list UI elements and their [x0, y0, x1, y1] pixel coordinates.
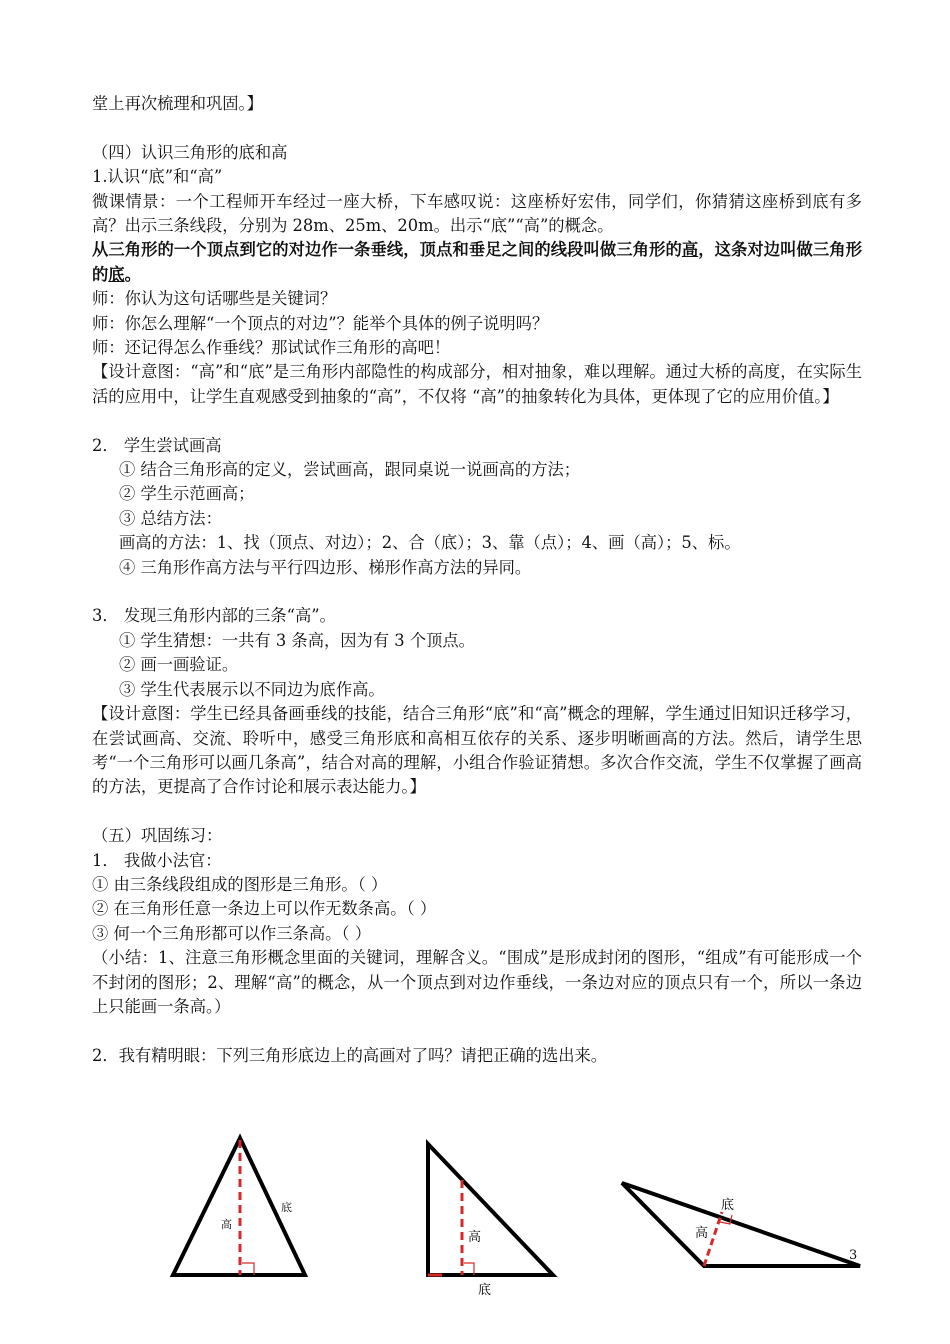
definition-part-a: 从三角形的一个顶点到它的对边作一条垂线，顶点和垂足之间的线段叫做三角形的 [92, 240, 682, 260]
triangle-3-drawing [615, 1130, 875, 1280]
item3-step-2: ② 画一画验证。 [119, 655, 239, 675]
triangle-3-outline [622, 1183, 860, 1266]
triangle-3-height-label: 高 [695, 1226, 709, 1241]
triangle-2-base-label: 底 [478, 1283, 492, 1298]
triangle-1-drawing [170, 1130, 310, 1280]
definition-keyword-base: 底 [108, 264, 125, 284]
teacher-question-3: 师：还记得怎么作垂线？那试试作三角形的高吧！ [92, 338, 451, 358]
design-intent-2: 【设计意图：学生已经具备画垂线的技能，结合三角形“底”和“高”概念的理解，学生通过旧知识迁移学习，在尝试画高、交流、聆听中，感受三角形底和高相互依存的关系、逐步明晰画高的方法。然后，请学生思考“一个三角形可以画几条高”，结合对高的理解，小组合作验证猜想。多次合作交流，学生不仅掌握了画高的方法，更提高了合作讨论和展示表达能力。】 [92, 704, 862, 797]
summary-paragraph: （小结：1、注意三角形概念里面的关键词，理解含义。“围成”是形成封闭的图形，“组成”有可能形成一个不封闭的图形；2、理解“高”的概念，从一个顶点到对边作垂线，一条边对应的顶点只有一个，所以一条边上只能画一条高。） [92, 948, 862, 1016]
scenario-paragraph: 微课情景：一个工程师开车经过一座大桥，下车感叹说：这座桥好宏伟，同学们，你猜猜这座桥到底有多高？出示三条线段，分别为 28m、25m、20m。出示“底”“高”的概念。 [92, 191, 862, 236]
triangle-1-base-label: 底 [281, 1201, 292, 1214]
definition-part-b: ，这条对边叫做三角形的 [92, 240, 862, 284]
page-number: 3 [849, 1248, 858, 1263]
triangle-2-drawing [420, 1130, 560, 1300]
teacher-question-1: 师：你认为这句话哪些是关键词？ [92, 289, 337, 309]
triangle-1-height-label: 高 [221, 1218, 232, 1231]
item1-title: 1.认识“底”和“高” [92, 167, 223, 187]
exercise1-item-1: ① 由三条线段组成的图形是三角形。（ ） [92, 874, 388, 894]
definition-part-c: 。 [124, 264, 141, 284]
exercise2-title: 2．我有精明眼：下列三角形底边上的高画对了吗？请把正确的选出来。 [92, 1045, 608, 1065]
exercise1-item-3: ③ 何一个三角形都可以作三条高。（ ） [92, 923, 371, 943]
item3-step-1: ① 学生猜想：一共有 3 条高，因为有 3 个顶点。 [119, 630, 475, 650]
item2-step-method: 画高的方法：1、找（顶点、对边）；2、合（底）；3、靠（点）；4、画（高）；5、标。 [119, 533, 741, 553]
triangle-figure-2 [420, 1130, 560, 1300]
definition-keyword-height: 高 [681, 240, 699, 260]
item2-step-4: ④ 三角形作高方法与平行四边形、梯形作高方法的异同。 [119, 557, 532, 577]
intro-tail: 堂上再次梳理和巩固。】 [92, 94, 263, 113]
item2-step-3: ③ 总结方法： [119, 508, 222, 528]
triangle-figure-3 [615, 1130, 875, 1280]
triangle-3-base-label: 底 [721, 1198, 735, 1213]
design-intent-1: 【设计意图：“高”和“底”是三角形内部隐性的构成部分，相对抽象，难以理解。通过大桥的高度，在实际生活的应用中，让学生直观感受到抽象的“高”，不仅将 “高”的抽象转化为具体，更体现了它的应用价值。】 [92, 362, 862, 406]
triangle-2-outline [428, 1144, 553, 1275]
triangle-figure-1 [170, 1130, 310, 1280]
item3-title: 3． 发现三角形内部的三条“高”。 [92, 606, 336, 626]
item3-step-3: ③ 学生代表展示以不同边为底作高。 [119, 679, 385, 699]
exercise1-item-2: ② 在三角形任意一条边上可以作无数条高。（ ） [92, 899, 437, 919]
document-body [92, 92, 862, 1068]
exercise1-title: 1． 我做小法官： [92, 850, 222, 870]
definition-paragraph [92, 238, 862, 287]
teacher-question-2: 师：你怎么理解“一个顶点的对边”？能举个具体的例子说明吗？ [92, 313, 549, 333]
item2-step-1: ① 结合三角形高的定义，尝试画高，跟同桌说一说画高的方法； [119, 460, 581, 480]
item2-title: 2． 学生尝试画高 [92, 435, 222, 455]
section5-heading: （五）巩固练习： [92, 826, 223, 846]
section4-heading: （四）认识三角形的底和高 [92, 142, 288, 162]
triangle-2-height-label: 高 [468, 1230, 482, 1245]
item2-step-2: ② 学生示范画高； [119, 484, 255, 504]
